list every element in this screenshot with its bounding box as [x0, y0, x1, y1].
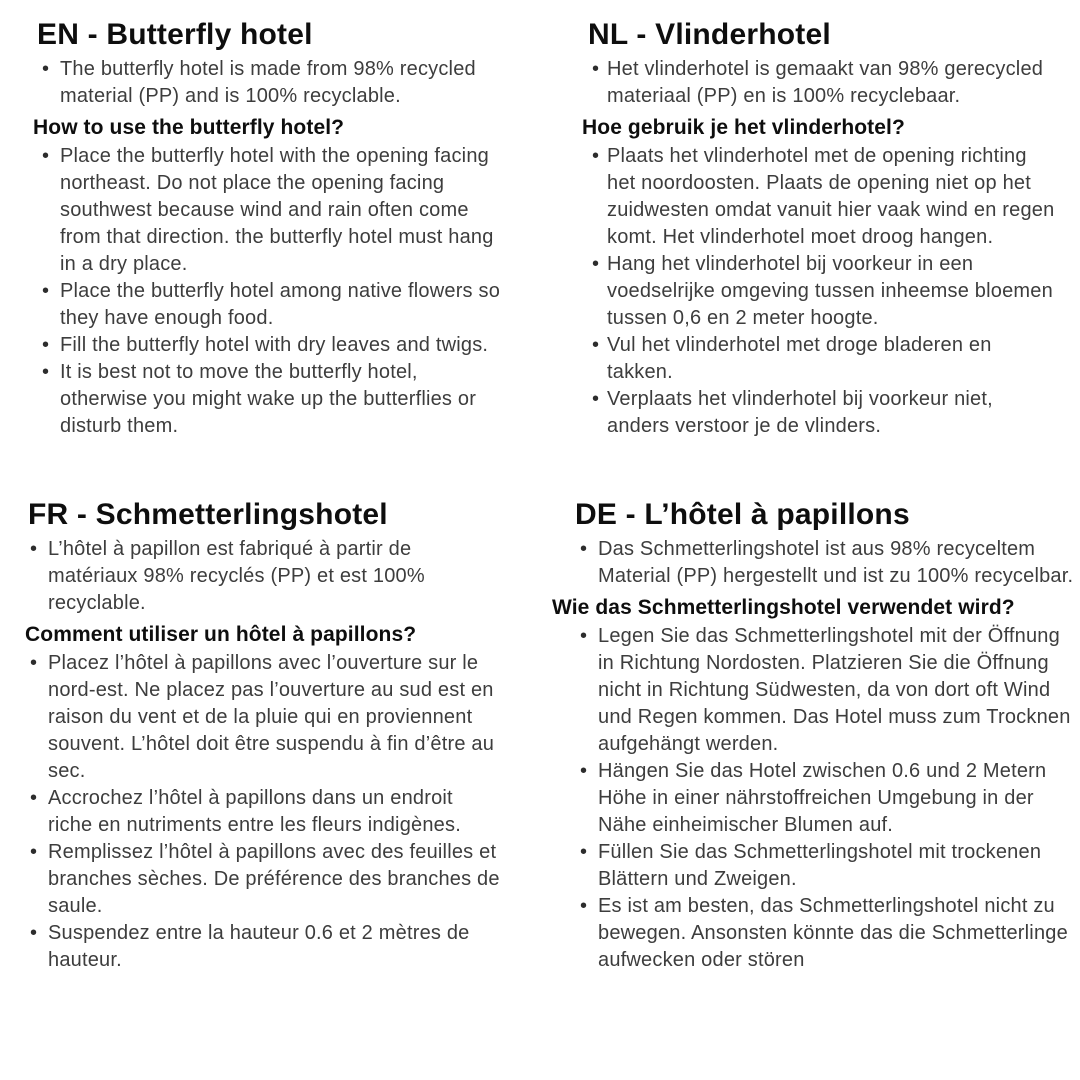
bullet-item: • Het vlinderhotel is gemaakt van 98% gerecycled materiaal (PP) en is 100% recyclebaar.: [578, 56, 1060, 110]
bullet-item: • Verplaats het vlinderhotel bij voorkeur niet, anders verstoor je de vlinders.: [578, 386, 1060, 440]
bullet-item: • Plaats het vlinderhotel met de opening richting het noordoosten. Plaats de opening niet op het zuidwesten omdat vanuit hier vaak wind en regen komt. Het vlinderhotel moet droog hangen.: [578, 143, 1060, 251]
section-subheading-de: Wie das Schmetterlingshotel verwendet wird?: [552, 596, 1015, 619]
bullet-item: • Fill the butterfly hotel with dry leaves and twigs.: [32, 332, 504, 359]
section-title-de: DE - L’hôtel à papillons: [575, 498, 910, 531]
intro-list-fr: [24, 536, 502, 617]
howto-list-en: [32, 143, 504, 440]
bullet-item: • Füllen Sie das Schmetterlingshotel mit trockenen Blättern und Zweigen.: [570, 839, 1080, 893]
bullet-item: • Legen Sie das Schmetterlingshotel mit der Öffnung in Richtung Nordosten. Platzieren Sie die Öffnung nicht in Richtung Südwesten, da von dort oft Wind und Regen kommen. Das Hotel muss zum Trocknen aufgehängt werden.: [570, 623, 1080, 758]
howto-list-de: [570, 623, 1080, 974]
bullet-item: • Suspendez entre la hauteur 0.6 et 2 mètres de hauteur.: [24, 920, 502, 974]
section-nl: [578, 16, 1060, 440]
section-subheading-fr: Comment utiliser un hôtel à papillons?: [25, 623, 417, 646]
bullet-item: • Accrochez l’hôtel à papillons dans un endroit riche en nutriments entre les fleurs indigènes.: [24, 785, 502, 839]
section-title-nl: NL - Vlinderhotel: [588, 18, 831, 51]
intro-list-nl: [578, 56, 1060, 110]
section-title-fr: FR - Schmetterlingshotel: [28, 498, 388, 531]
bullet-item: • Das Schmetterlingshotel ist aus 98% recyceltem Material (PP) hergestellt und ist zu 100% recycelbar.: [570, 536, 1080, 590]
bullet-item: • It is best not to move the butterfly hotel, otherwise you might wake up the butterflies or disturb them.: [32, 359, 504, 440]
bullet-item: • Remplissez l’hôtel à papillons avec des feuilles et branches sèches. De préférence des branches de saule.: [24, 839, 502, 920]
bullet-item: • Vul het vlinderhotel met droge bladeren en takken.: [578, 332, 1060, 386]
howto-list-nl: [578, 143, 1060, 440]
bullet-item: • Hängen Sie das Hotel zwischen 0.6 und 2 Metern Höhe in einer nährstoffreichen Umgebung in der Nähe einheimischer Blumen auf.: [570, 758, 1080, 839]
intro-list-en: [32, 56, 504, 110]
section-de: [552, 496, 1080, 974]
section-en: [32, 16, 504, 440]
bullet-item: • Es ist am besten, das Schmetterlingshotel nicht zu bewegen. Ansonsten könnte das die Schmetterlinge aufwecken oder stören: [570, 893, 1080, 974]
bullet-item: • The butterfly hotel is made from 98% recycled material (PP) and is 100% recyclable.: [32, 56, 504, 110]
section-fr: [24, 496, 502, 974]
section-subheading-nl: Hoe gebruik je het vlinderhotel?: [582, 116, 905, 139]
bullet-item: • Placez l’hôtel à papillons avec l’ouverture sur le nord-est. Ne placez pas l’ouverture au sud est en raison du vent et de la pluie qui en proviennent souvent. L’hôtel doit être suspendu à fin d’être au sec.: [24, 650, 502, 785]
intro-list-de: [570, 536, 1080, 590]
bullet-item: • Place the butterfly hotel with the opening facing northeast. Do not place the opening facing southwest because wind and rain often come from that direction. the butterfly hotel must hang in a dry place.: [32, 143, 504, 278]
howto-list-fr: [24, 650, 502, 974]
bullet-item: • L’hôtel à papillon est fabriqué à partir de matériaux 98% recyclés (PP) et est 100% recyclable.: [24, 536, 502, 617]
bullet-item: • Place the butterfly hotel among native flowers so they have enough food.: [32, 278, 504, 332]
bullet-item: • Hang het vlinderhotel bij voorkeur in een voedselrijke omgeving tussen inheemse bloemen tussen 0,6 en 2 meter hoogte.: [578, 251, 1060, 332]
section-title-en: EN - Butterfly hotel: [37, 18, 313, 51]
section-subheading-en: How to use the butterfly hotel?: [33, 116, 345, 139]
